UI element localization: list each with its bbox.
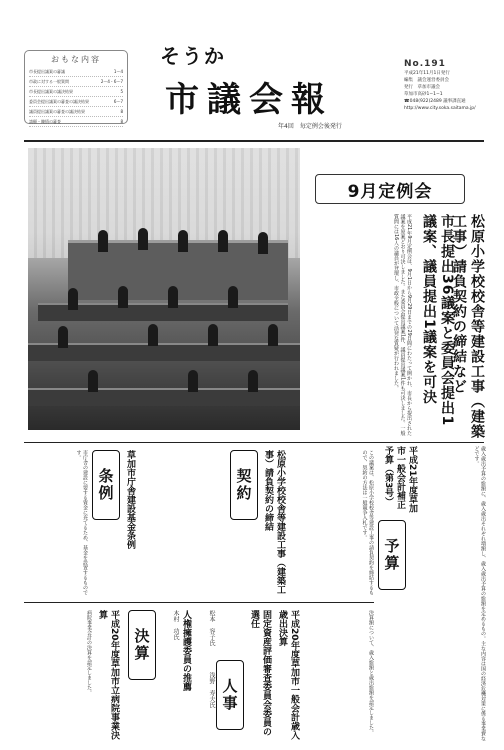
- section-label-budget: 予算: [378, 520, 406, 590]
- headline-sub: 市長提出36議案と委員会提出1議案、議員提出1議案を可決: [421, 214, 455, 427]
- toc-item[interactable]: 委員会提出議案の審査の議決結果 6〜7: [29, 97, 123, 107]
- divider: [24, 442, 484, 443]
- info-line: 平成21年11月1日発行: [404, 71, 450, 76]
- section-heading: 草加市庁舎建設基金条例: [125, 450, 135, 549]
- section-heading: 松原小学校校舎等建設工事（建築工事）請負契約の締結: [263, 450, 285, 594]
- section-body: 決算額について、歳入総額と歳出総額を認定しました。: [368, 610, 374, 735]
- masthead-title: 市議会報: [165, 80, 333, 120]
- assembly-photo: [28, 148, 300, 430]
- personnel-name: 浅野 寿夫氏: [208, 672, 215, 708]
- info-line: 発行 草加市議会: [404, 85, 440, 90]
- info-line: 草加市高砂1−1−1: [404, 92, 443, 97]
- toc-item[interactable]: 議員提出議案の審査の議決結果 8: [29, 107, 123, 117]
- headline-main: 松原小学校校舎等建設工事（建築工事）請負契約の締結など: [451, 214, 485, 439]
- toc-item[interactable]: 市政に対する一般質問 2〜4・6〜7: [29, 77, 123, 87]
- section-heading: 平成20年度草加市一般会計歳入歳出決算: [277, 610, 299, 740]
- section-heading: 平成20年度草加市立病院事業決算: [97, 610, 119, 740]
- masthead-edition: 年4回 毎定例会後発行: [278, 123, 342, 130]
- section-label-settlement: 決算: [128, 610, 156, 680]
- section-body: 歳入歳出予算の総額に、歳入歳出それぞれ増額し、歳入歳出予算の総額を定めるもの。主な内容は国の経済危機対策に係る事業費などです。: [473, 446, 486, 741]
- section-label-contract: 契約: [230, 450, 258, 520]
- masthead-city: そうか: [160, 44, 226, 68]
- toc-item[interactable]: 市長提出議案の議決結果 5: [29, 87, 123, 97]
- section-label-ordinance: 条例: [92, 450, 120, 520]
- headline-body: 平成21年9月定例会は、9月1日から9月29日までの29日間にわたって開かれ、市長から提出された議案を原案どおり可決しました。また委員会提出議案1件、議員提出議案1件も可決しました。一般質問には16人の議員が登壇し、市政全般について活発な質疑が行われました。: [393, 214, 412, 436]
- divider: [24, 602, 374, 603]
- personnel-heading: 固定資産評価審査委員会委員の選任: [249, 610, 271, 736]
- section-body: 病院事業会計の決算を認定しました。: [86, 610, 92, 695]
- website-link[interactable]: http://www.city.soka.saitama.jp/: [404, 106, 476, 111]
- section-body: 市庁舎の建設に要する資金に充てるため、基金を設置するものです。: [75, 450, 88, 595]
- toc-item[interactable]: 市長提出議案の審議 1〜4: [29, 67, 123, 77]
- section-heading: 平成21年度草加市一般会計補正予算（第3号）: [383, 446, 417, 513]
- toc-title: おもな内容: [51, 55, 101, 64]
- section-label-personnel: 人事: [216, 660, 244, 730]
- issue-number: No.191: [404, 59, 446, 69]
- section-body: この議案は、松原小学校校舎等建設工事の請負契約を締結するもので、契約の方法は一般競争入札です。: [361, 450, 374, 595]
- personnel-name: 松本 容子氏: [208, 610, 215, 646]
- info-line: ☎048(922)2489 議事課直通: [404, 99, 466, 104]
- info-line: 編集 議会運営委員会: [404, 78, 449, 83]
- personnel-heading-2: 人権擁護委員の推薦: [181, 610, 191, 691]
- personnel-name: 木村 功氏: [172, 610, 179, 640]
- table-of-contents: [24, 50, 128, 124]
- divider: [24, 140, 484, 142]
- toc-item[interactable]: 請願・陳情の審査 8: [29, 117, 123, 127]
- session-title: 9月定例会: [315, 174, 465, 204]
- issue-info: [404, 58, 486, 112]
